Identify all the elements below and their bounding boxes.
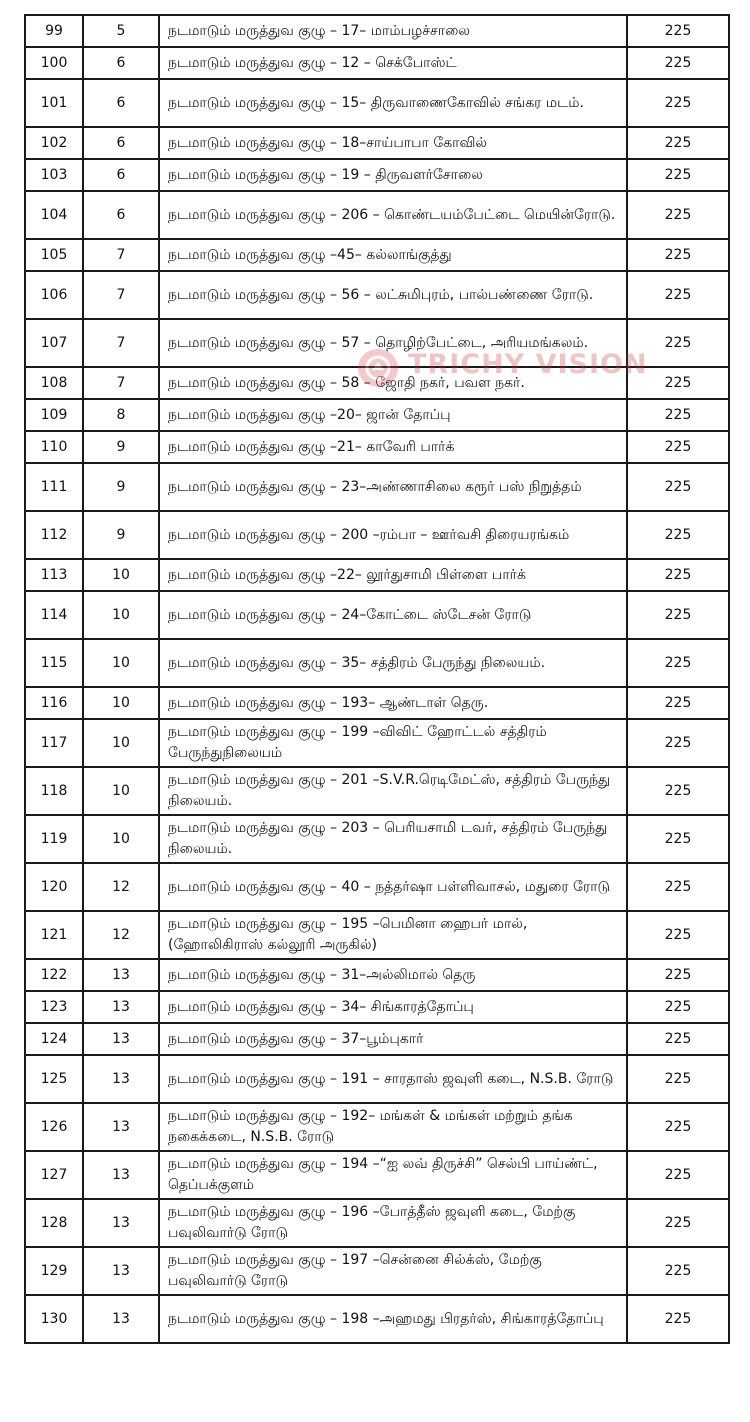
table-row (25, 719, 729, 767)
serial-number-cell: 108 (25, 367, 83, 399)
table-row (25, 463, 729, 511)
count-cell: 225 (627, 639, 729, 687)
table-row (25, 991, 729, 1023)
serial-number-cell: 112 (25, 511, 83, 559)
count-cell: 225 (627, 47, 729, 79)
team-location-cell: நடமாடும் மருத்துவ குழு – 198 –அஹமது பிரதர்ஸ், சிங்காரத்தோப்பு (159, 1295, 627, 1343)
count-cell: 225 (627, 767, 729, 815)
serial-number-cell: 109 (25, 399, 83, 431)
serial-number-cell: 116 (25, 687, 83, 719)
table-row (25, 47, 729, 79)
table-row (25, 239, 729, 271)
ward-number-cell: 10 (83, 639, 159, 687)
count-cell: 225 (627, 463, 729, 511)
table-row (25, 815, 729, 863)
team-location-cell: நடமாடும் மருத்துவ குழு – 24–கோட்டை ஸ்டேசன் ரோடு (159, 591, 627, 639)
count-cell: 225 (627, 511, 729, 559)
table-row (25, 431, 729, 463)
table-row (25, 959, 729, 991)
ward-number-cell: 6 (83, 159, 159, 191)
count-cell: 225 (627, 1103, 729, 1151)
team-location-cell: நடமாடும் மருத்துவ குழு – 200 –ரம்பா – ஊர்வசி திரையரங்கம் (159, 511, 627, 559)
serial-number-cell: 130 (25, 1295, 83, 1343)
team-location-cell: நடமாடும் மருத்துவ குழு – 195 –பெமினா ஹைபர் மால், (ஹோலிகிராஸ் கல்லூரி அருகில்) (159, 911, 627, 959)
count-cell: 225 (627, 1247, 729, 1295)
team-location-cell: நடமாடும் மருத்துவ குழு – 19 – திருவளர்சோலை (159, 159, 627, 191)
team-location-cell: நடமாடும் மருத்துவ குழு – 197 –சென்னை சில்க்ஸ், மேற்கு பவுலிவார்டு ரோடு (159, 1247, 627, 1295)
ward-number-cell: 12 (83, 863, 159, 911)
serial-number-cell: 117 (25, 719, 83, 767)
ward-number-cell: 13 (83, 1199, 159, 1247)
team-location-cell: நடமாடும் மருத்துவ குழு – 196 –போத்தீஸ் ஜவுளி கடை, மேற்கு பவுலிவார்டு ரோடு (159, 1199, 627, 1247)
serial-number-cell: 101 (25, 79, 83, 127)
ward-number-cell: 10 (83, 719, 159, 767)
team-location-cell: நடமாடும் மருத்துவ குழு – 37–பூம்புகார் (159, 1023, 627, 1055)
serial-number-cell: 103 (25, 159, 83, 191)
serial-number-cell: 122 (25, 959, 83, 991)
ward-number-cell: 13 (83, 1023, 159, 1055)
count-cell: 225 (627, 991, 729, 1023)
count-cell: 225 (627, 159, 729, 191)
team-location-cell: நடமாடும் மருத்துவ குழு – 199 –விவிட் ஹோட்டல் சத்திரம் பேருந்துநிலையம் (159, 719, 627, 767)
serial-number-cell: 121 (25, 911, 83, 959)
count-cell: 225 (627, 1055, 729, 1103)
ward-number-cell: 9 (83, 431, 159, 463)
table-row (25, 15, 729, 47)
serial-number-cell: 125 (25, 1055, 83, 1103)
serial-number-cell: 123 (25, 991, 83, 1023)
ward-number-cell: 7 (83, 271, 159, 319)
ward-number-cell: 7 (83, 239, 159, 271)
count-cell: 225 (627, 1023, 729, 1055)
team-location-cell: நடமாடும் மருத்துவ குழு – 34– சிங்காரத்தோப்பு (159, 991, 627, 1023)
serial-number-cell: 106 (25, 271, 83, 319)
serial-number-cell: 124 (25, 1023, 83, 1055)
count-cell: 225 (627, 239, 729, 271)
serial-number-cell: 99 (25, 15, 83, 47)
count-cell: 225 (627, 559, 729, 591)
count-cell: 225 (627, 591, 729, 639)
serial-number-cell: 107 (25, 319, 83, 367)
table-row (25, 367, 729, 399)
table-row (25, 767, 729, 815)
ward-number-cell: 10 (83, 767, 159, 815)
table-row (25, 1103, 729, 1151)
ward-number-cell: 7 (83, 367, 159, 399)
serial-number-cell: 114 (25, 591, 83, 639)
serial-number-cell: 105 (25, 239, 83, 271)
ward-number-cell: 13 (83, 1055, 159, 1103)
ward-number-cell: 12 (83, 911, 159, 959)
serial-number-cell: 127 (25, 1151, 83, 1199)
team-location-cell: நடமாடும் மருத்துவ குழு – 206 – கொண்டயம்பேட்டை மெயின்ரோடு. (159, 191, 627, 239)
ward-number-cell: 13 (83, 991, 159, 1023)
ward-number-cell: 6 (83, 79, 159, 127)
count-cell: 225 (627, 815, 729, 863)
ward-number-cell: 5 (83, 15, 159, 47)
serial-number-cell: 119 (25, 815, 83, 863)
table-row (25, 159, 729, 191)
table-row (25, 127, 729, 159)
team-location-cell: நடமாடும் மருத்துவ குழு –22– லூர்துசாமி பிள்ளை பார்க் (159, 559, 627, 591)
table-row (25, 1247, 729, 1295)
ward-number-cell: 10 (83, 815, 159, 863)
ward-number-cell: 9 (83, 463, 159, 511)
mobile-medical-team-table (24, 14, 730, 1344)
team-location-cell: நடமாடும் மருத்துவ குழு – 15– திருவாணைகோவில் சங்கர மடம். (159, 79, 627, 127)
ward-number-cell: 10 (83, 687, 159, 719)
count-cell: 225 (627, 1199, 729, 1247)
table-row (25, 319, 729, 367)
table-row (25, 271, 729, 319)
serial-number-cell: 110 (25, 431, 83, 463)
count-cell: 225 (627, 399, 729, 431)
table-row (25, 687, 729, 719)
ward-number-cell: 13 (83, 1151, 159, 1199)
ward-number-cell: 10 (83, 591, 159, 639)
count-cell: 225 (627, 1295, 729, 1343)
team-location-cell: நடமாடும் மருத்துவ குழு – 31–அல்லிமால் தெரு (159, 959, 627, 991)
watermark-text: TRICHY VISION (408, 349, 648, 380)
team-location-cell: நடமாடும் மருத்துவ குழு – 12 – செக்போஸ்ட் (159, 47, 627, 79)
team-location-cell: நடமாடும் மருத்துவ குழு – 193– ஆண்டாள் தெரு. (159, 687, 627, 719)
ward-number-cell: 6 (83, 47, 159, 79)
team-location-cell: நடமாடும் மருத்துவ குழு – 203 – பெரியசாமி டவர், சத்திரம் பேருந்து நிலையம். (159, 815, 627, 863)
serial-number-cell: 120 (25, 863, 83, 911)
count-cell: 225 (627, 319, 729, 367)
ward-number-cell: 13 (83, 959, 159, 991)
count-cell: 225 (627, 15, 729, 47)
serial-number-cell: 100 (25, 47, 83, 79)
team-location-cell: நடமாடும் மருத்துவ குழு –20– ஜான் தோப்பு (159, 399, 627, 431)
table-row (25, 79, 729, 127)
team-location-cell: நடமாடும் மருத்துவ குழு – 56 – லட்சுமிபுரம், பால்பண்ணை ரோடு. (159, 271, 627, 319)
count-cell: 225 (627, 719, 729, 767)
table-row (25, 1199, 729, 1247)
count-cell: 225 (627, 79, 729, 127)
ward-number-cell: 13 (83, 1103, 159, 1151)
count-cell: 225 (627, 863, 729, 911)
table-row (25, 1055, 729, 1103)
table-row (25, 559, 729, 591)
serial-number-cell: 104 (25, 191, 83, 239)
table-row (25, 1023, 729, 1055)
team-location-cell: நடமாடும் மருத்துவ குழு – 192– மங்கள் & மங்கள் மற்றும் தங்க நகைக்கடை, N.S.B. ரோடு (159, 1103, 627, 1151)
count-cell: 225 (627, 431, 729, 463)
ward-number-cell: 8 (83, 399, 159, 431)
serial-number-cell: 111 (25, 463, 83, 511)
serial-number-cell: 126 (25, 1103, 83, 1151)
serial-number-cell: 102 (25, 127, 83, 159)
table-row (25, 863, 729, 911)
table-row (25, 639, 729, 687)
serial-number-cell: 129 (25, 1247, 83, 1295)
table-row (25, 591, 729, 639)
count-cell: 225 (627, 191, 729, 239)
table-row (25, 1151, 729, 1199)
ward-number-cell: 9 (83, 511, 159, 559)
team-location-cell: நடமாடும் மருத்துவ குழு – 18–சாய்பாபா கோவில் (159, 127, 627, 159)
count-cell: 225 (627, 687, 729, 719)
table-row (25, 191, 729, 239)
serial-number-cell: 115 (25, 639, 83, 687)
ward-number-cell: 10 (83, 559, 159, 591)
team-location-cell: நடமாடும் மருத்துவ குழு – 201 –S.V.R.ரெடிமேட்ஸ், சத்திரம் பேருந்து நிலையம். (159, 767, 627, 815)
ward-number-cell: 6 (83, 191, 159, 239)
team-location-cell: நடமாடும் மருத்துவ குழு – 40 – நத்தர்ஷா பள்ளிவாசல், மதுரை ரோடு (159, 863, 627, 911)
count-cell: 225 (627, 959, 729, 991)
count-cell: 225 (627, 911, 729, 959)
serial-number-cell: 113 (25, 559, 83, 591)
team-location-cell: நடமாடும் மருத்துவ குழு – 191 – சாரதாஸ் ஜவுளி கடை, N.S.B. ரோடு (159, 1055, 627, 1103)
team-location-cell: நடமாடும் மருத்துவ குழு – 35– சத்திரம் பேருந்து நிலையம். (159, 639, 627, 687)
ward-number-cell: 13 (83, 1295, 159, 1343)
ward-number-cell: 13 (83, 1247, 159, 1295)
serial-number-cell: 118 (25, 767, 83, 815)
table-row (25, 511, 729, 559)
table-body (25, 15, 729, 1343)
count-cell: 225 (627, 367, 729, 399)
team-location-cell: நடமாடும் மருத்துவ குழு –45– கல்லாங்குத்து (159, 239, 627, 271)
team-location-cell: நடமாடும் மருத்துவ குழு –21– காவேரி பார்க் (159, 431, 627, 463)
team-location-cell: நடமாடும் மருத்துவ குழு – 17– மாம்பழச்சாலை (159, 15, 627, 47)
serial-number-cell: 128 (25, 1199, 83, 1247)
ward-number-cell: 7 (83, 319, 159, 367)
team-location-cell: நடமாடும் மருத்துவ குழு – 23–அண்ணாசிலை கரூர் பஸ் நிறுத்தம் (159, 463, 627, 511)
count-cell: 225 (627, 1151, 729, 1199)
ward-number-cell: 6 (83, 127, 159, 159)
table-row (25, 399, 729, 431)
table-row (25, 911, 729, 959)
count-cell: 225 (627, 127, 729, 159)
team-location-cell: நடமாடும் மருத்துவ குழு – 57 – தொழிற்பேட்டை, அரியமங்கலம். (159, 319, 627, 367)
table-row (25, 1295, 729, 1343)
team-location-cell: நடமாடும் மருத்துவ குழு – 194 –“ஐ லவ் திருச்சி” செல்பி பாய்ண்ட், தெப்பக்குளம் (159, 1151, 627, 1199)
team-location-cell: நடமாடும் மருத்துவ குழு – 58 – ஜோதி நகர், பவள நகர். (159, 367, 627, 399)
count-cell: 225 (627, 271, 729, 319)
